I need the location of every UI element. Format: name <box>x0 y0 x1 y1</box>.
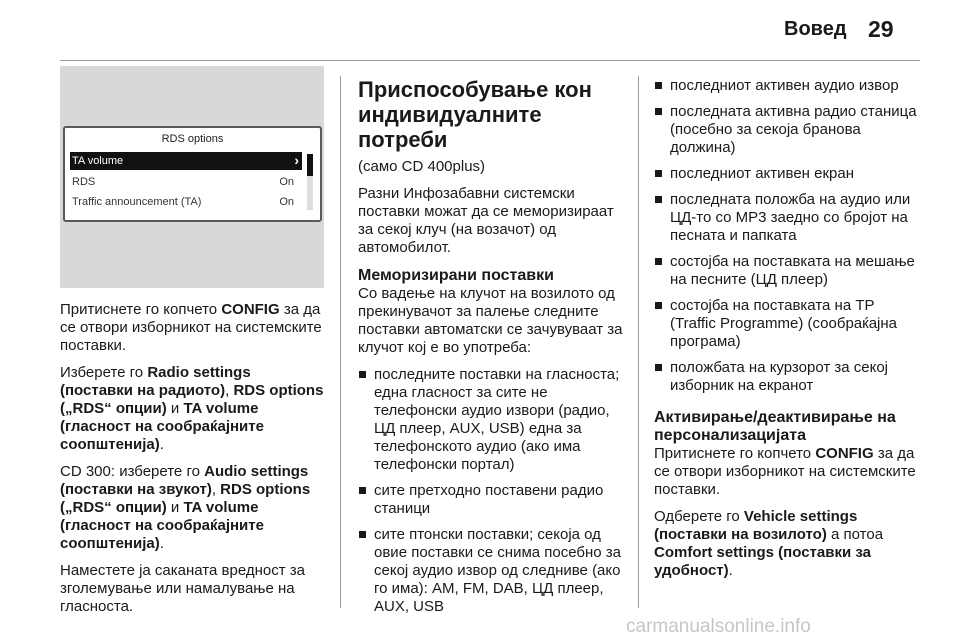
paragraph: Наместете ја саканата вредност за зголемување или намалување на гласноста. <box>60 562 305 615</box>
left-column <box>60 301 326 625</box>
paragraph: Притиснете го копчето CONFIG за да се отвори изборникот на системските поставки. <box>654 445 916 498</box>
section-title: Приспособување кон индивидуалните потреби <box>358 77 592 152</box>
rds-options-figure <box>60 66 324 288</box>
subtitle: (само CD 400plus) <box>358 158 486 175</box>
paragraph: Разни Инфозабавни системски поставки можат да се меморизираат за секој клуч (на возачот) од автомобилот. <box>358 185 614 256</box>
bullet-list <box>654 77 922 395</box>
list-item: последниот активен аудио извор <box>654 77 922 95</box>
paragraph: CD 300: изберете го Audio settings (поставки на звукот), RDS options („RDS“ опции) и TA volume (гласност на сообраќајните соопштенија). <box>60 463 311 552</box>
column-divider <box>638 76 639 608</box>
header-rule <box>60 60 920 61</box>
chevron-right-icon: › <box>294 152 299 168</box>
subheading: Меморизирани поставки <box>358 267 554 284</box>
row-label: TA volume <box>72 155 124 167</box>
paragraph: Изберете го Radio settings (поставки на радиото), RDS options („RDS“ опции) и TA volume (гласност на сообраќајните соопштенија). <box>60 364 324 453</box>
list-item: сите птонски поставки; секоја од овие поставки се снима посебно за секој аудио извор од следниве (ако го има): AM, FM, DAB, ЦД плеер, AUX, USB <box>358 526 626 616</box>
list-item: последната положба на аудио или ЦД-то со MP3 заедно со бројот на песната и папката <box>654 191 922 245</box>
screen-row-ta-volume <box>70 152 302 170</box>
row-label: Traffic announcement (TA) <box>72 196 202 208</box>
list-item: состојба на поставката на TP (Traffic Programme) (сообраќајна програма) <box>654 297 922 351</box>
list-item: сите претходно поставени радио станици <box>358 482 626 518</box>
screen-row-traffic-announcement <box>70 193 302 211</box>
list-item: последните поставки на гласноста; една гласност за сите не телефонски аудио извори (радио, ЦД плеер, AUX, USB) една за телефонското аудио (ако има телефонски портал) <box>358 366 626 474</box>
paragraph: Со вадење на клучот на возилото од прекинувачот за палење следните поставки автоматски се зачувуваат за клучот кој е во употреба: <box>358 285 623 356</box>
watermark: carmanualsonline.info <box>626 616 811 637</box>
column-divider <box>340 76 341 608</box>
scrollbar-thumb <box>307 154 313 176</box>
display-screen <box>63 126 322 222</box>
scrollbar-track <box>307 154 313 210</box>
list-item: состојба на поставката на мешање на песните (ЦД плеер) <box>654 253 922 289</box>
row-value: On <box>279 176 294 188</box>
right-column <box>654 77 922 589</box>
page-number: 29 <box>868 16 894 42</box>
row-label: RDS <box>72 176 96 188</box>
screen-title: RDS options <box>161 133 224 145</box>
list-item: положбата на курзорот за секој изборник на екранот <box>654 359 922 395</box>
list-item: последниот активен екран <box>654 165 922 183</box>
header-title: Вовед <box>784 18 847 40</box>
middle-column <box>358 77 626 624</box>
paragraph: Одберете го Vehicle settings (поставки на возилото) а потоа Comfort settings (поставки за удобност). <box>654 508 884 579</box>
row-value: On <box>279 196 294 208</box>
subheading: Активирање/деактивирање на персонализацијата <box>654 409 896 444</box>
bullet-list <box>358 366 626 616</box>
screen-row-rds <box>70 173 302 191</box>
paragraph: Притиснете го копчето CONFIG за да се отвори изборникот на системските поставки. <box>60 301 322 354</box>
list-item: последната активна радио станица (посебно за секоја бранова должина) <box>654 103 922 157</box>
